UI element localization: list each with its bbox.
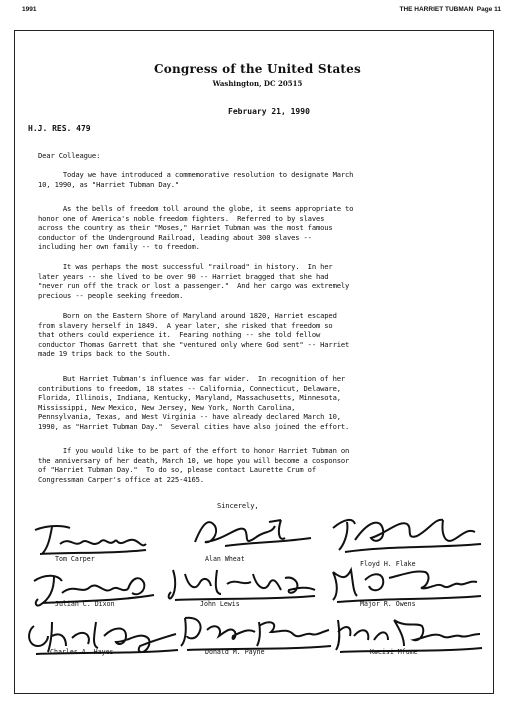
header-publication-page — [399, 6, 501, 13]
signature-wheat — [185, 512, 315, 552]
signatory-name: Major R. Owens — [360, 600, 416, 608]
closing: Sincerely, — [217, 501, 259, 510]
signature-lewis — [165, 560, 320, 604]
signatory-name: Alan Wheat — [205, 555, 245, 563]
resolution-id: H.J. RES. 479 — [28, 124, 91, 133]
header-page-number: Page 11 — [476, 6, 501, 13]
paragraph-introduction: Today we have introduced a commemorative resolution to designate March 10, 1990, as "Harriet Tubman Day." — [38, 170, 354, 189]
salutation: Dear Colleague: — [38, 151, 101, 160]
page-header — [22, 4, 501, 16]
signatory-name: Tom Carper — [55, 555, 95, 563]
letterhead-title: Congress of the United States — [154, 62, 361, 76]
paragraph-railroad: It was perhaps the most successful "railroad" in history. In her later years -- she lived to be over 90 -- Harriet bragged that she had "never run off the track or lost a passenger." And her cargo was extremely precious -- people seeking freedom. — [38, 262, 350, 300]
signatory-name: Charles A. Hayes — [50, 648, 114, 656]
signatory-name: Floyd H. Flake — [360, 560, 416, 568]
signatory-name: Donald M. Payne — [205, 648, 265, 656]
paragraph-biography: Born on the Eastern Shore of Maryland around 1820, Harriet escaped from slavery herself in 1849. A year later, she risked that freedom so that others could experience it. Fearing nothing -- she told fellow conductor Thomas Garrett that she "ventured only where God sent" -- Harriet made 19 trips back to the South. — [38, 311, 350, 359]
header-year: 1991 — [22, 6, 37, 13]
signature-flake — [325, 510, 485, 556]
signatory-name: Julian C. Dixon — [55, 600, 115, 608]
paragraph-call-to-action: If you would like to be part of the effort to honor Harriet Tubman on the anniversary of her death, March 10, we hope you will become a cosponsor of "Harriet Tubman Day." To do so, please contact Laurette Crum of Congressman Carper's office at 225-4165. — [38, 446, 350, 484]
signature-carper — [30, 518, 150, 558]
letterhead-city: Washington, DC 20515 — [212, 79, 303, 88]
paragraph-influence: But Harriet Tubman's influence was far wider. In recognition of her contributions to freedom, 18 states -- California, Connecticut, Delaware, Florida, Illinois, Indiana, Kentucky, Maryland, Massachusetts, Minnesota, Mississippi, New Mexico, New Jersey, New York, North Carolina, Pennsylvania, Texas, and West Virginia -- have already declared March 10, 1990, as "Harriet Tubman Day." Several cities have also joined the effort. — [38, 374, 350, 431]
letter-date: February 21, 1990 — [228, 107, 310, 116]
header-publication: THE HARRIET TUBMAN — [399, 6, 474, 13]
signatory-name: Kweisi Mfume — [370, 648, 418, 656]
signatory-name: John Lewis — [200, 600, 240, 608]
paragraph-freedom-fighter: As the bells of freedom toll around the globe, it seems appropriate to honor one of America's noble freedom fighters. Referred to by slaves across the country as their "Moses," Harriet Tubman was the most famous conductor of the Underground Railroad, leading about 300 slaves -- including her own family -- to freedom. — [38, 204, 354, 252]
